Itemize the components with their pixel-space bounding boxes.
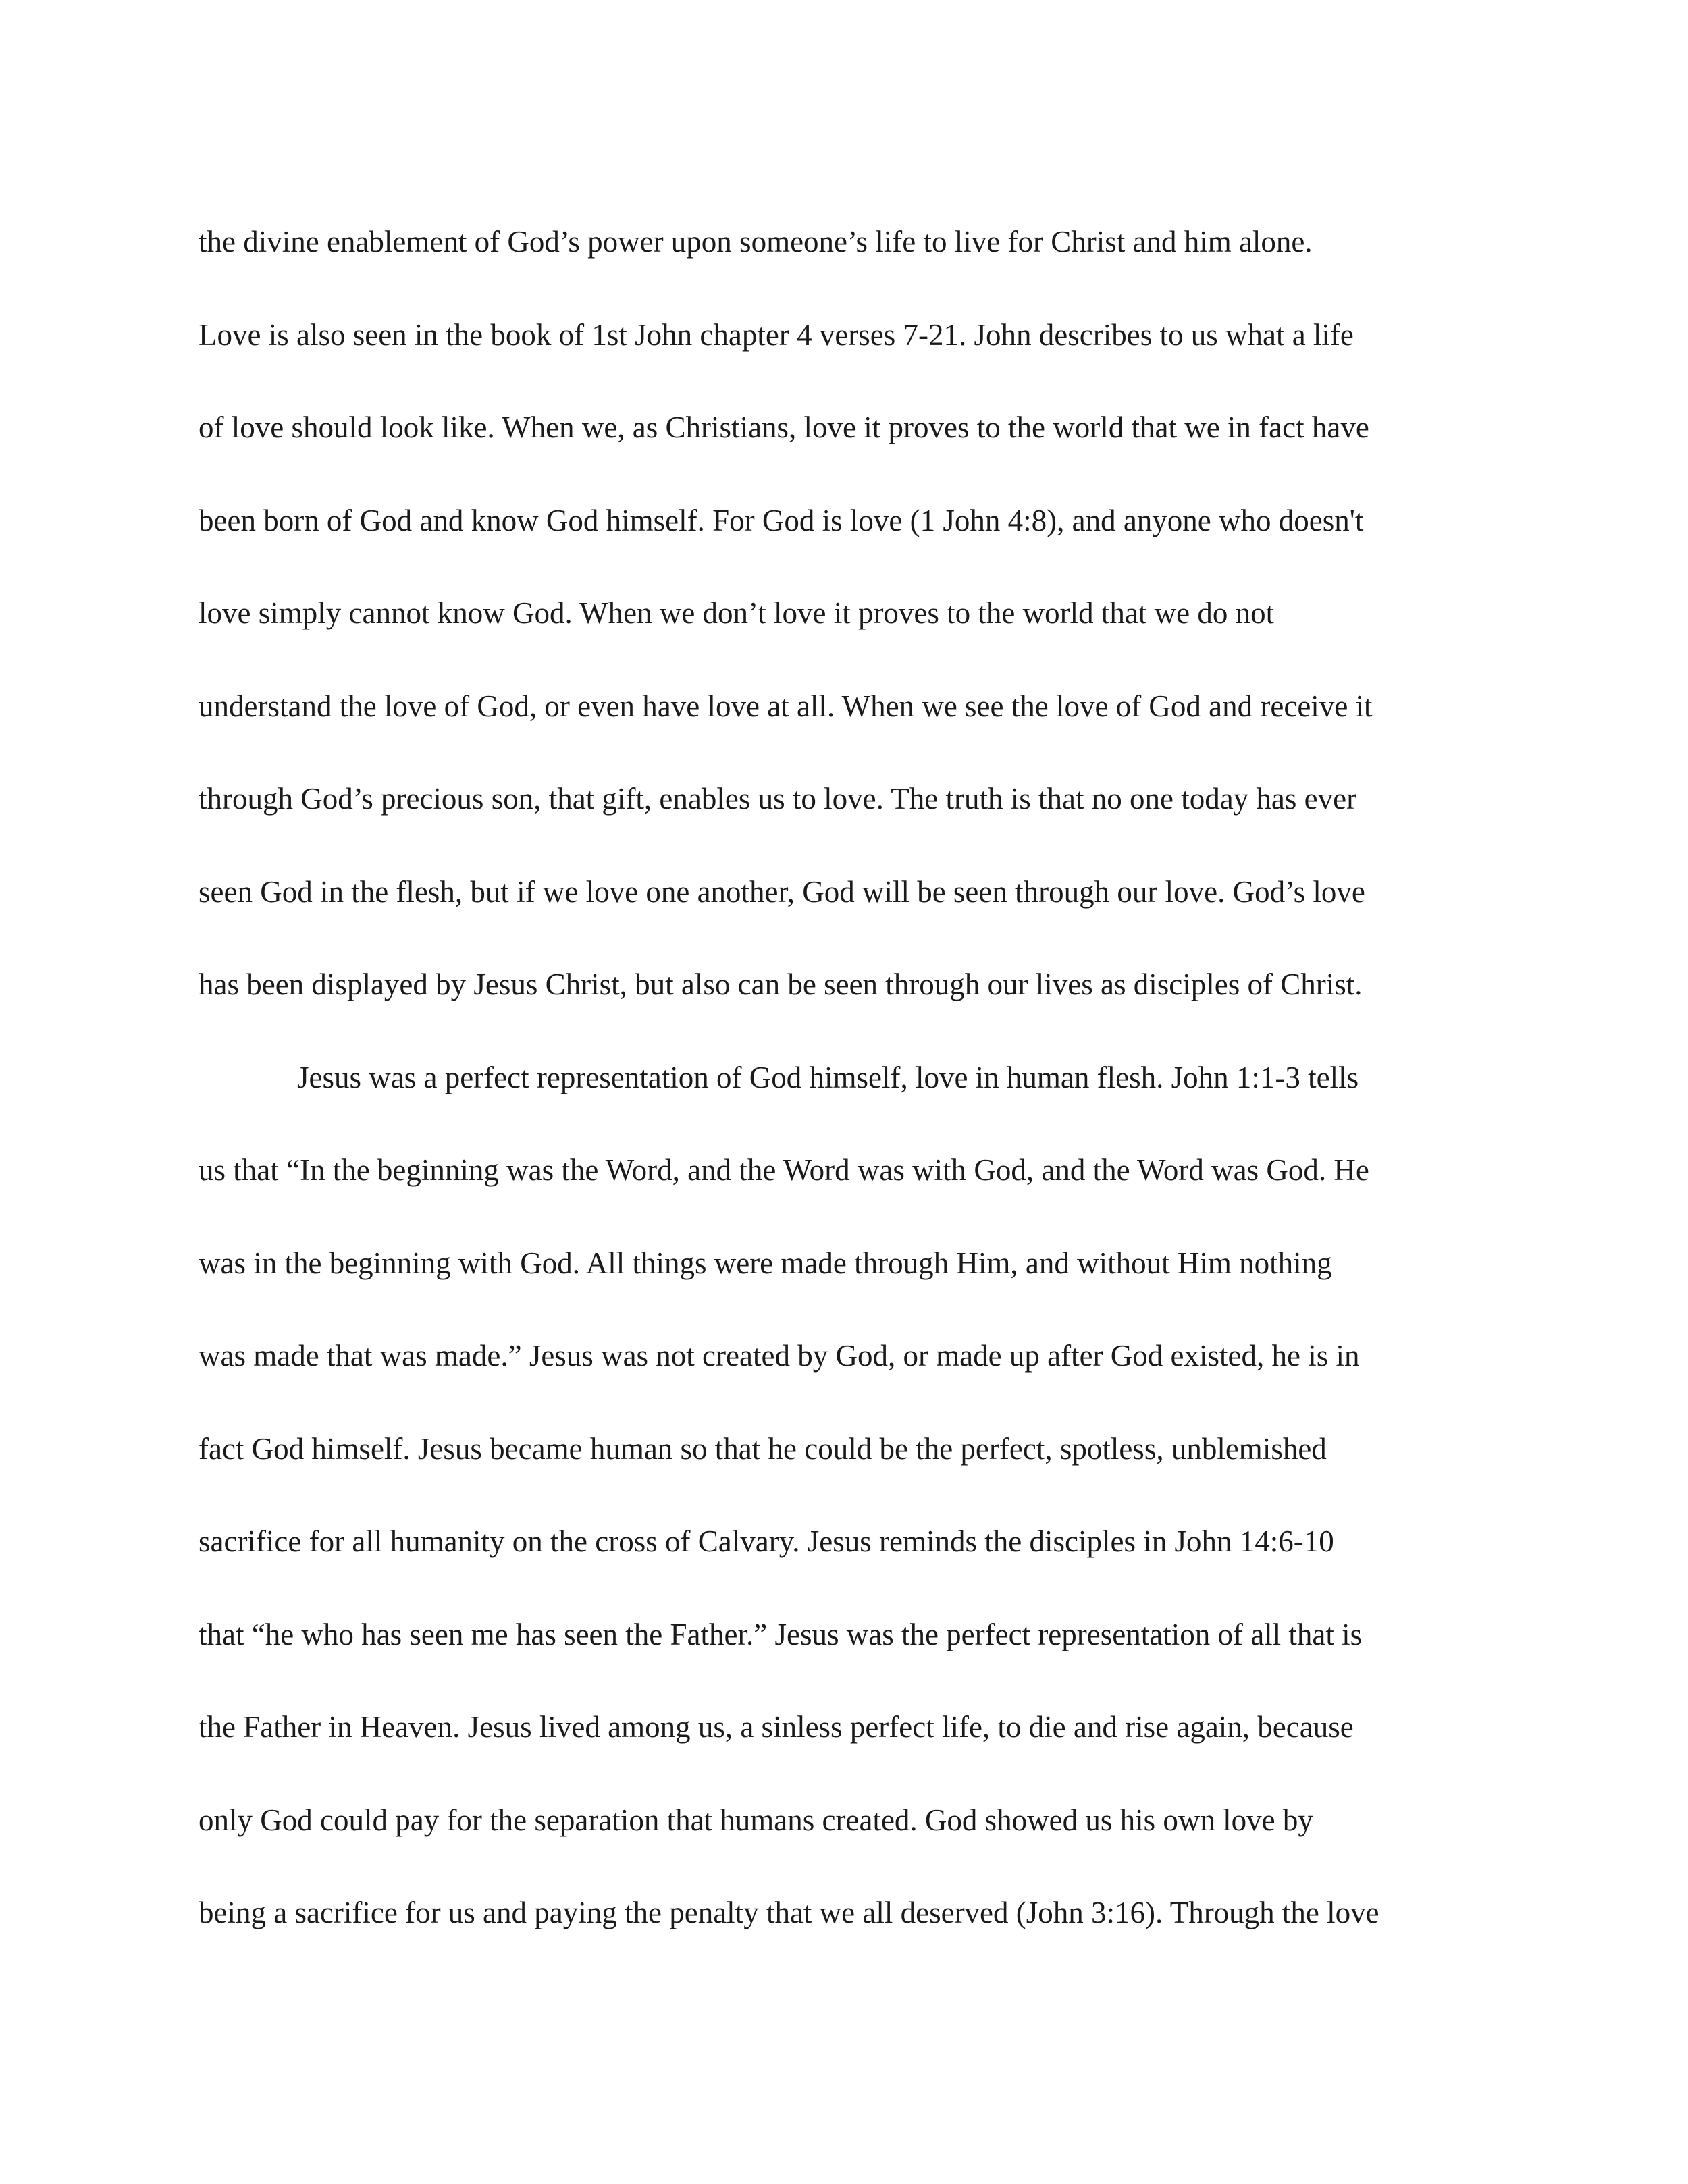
text-line: fact God himself. Jesus became human so that he could be the perfect, spotless, unblemished bbox=[199, 1431, 1327, 1466]
text-line: being a sacrifice for us and paying the penalty that we all deserved (John 3:16). Through the love bbox=[199, 1896, 1379, 1929]
text-line: us that “In the beginning was the Word, and the Word was with God, and the Word was God. He bbox=[199, 1153, 1369, 1187]
text-line: seen God in the flesh, but if we love one another, God will be seen through our love. God’s love bbox=[199, 874, 1365, 909]
text-line: the Father in Heaven. Jesus lived among us, a sinless perfect life, to die and rise again, because bbox=[199, 1710, 1354, 1744]
text-line: that “he who has seen me has seen the Father.” Jesus was the perfect representation of all that is bbox=[199, 1617, 1363, 1651]
text-line: through God’s precious son, that gift, enables us to love. The truth is that no one today has ever bbox=[199, 782, 1357, 816]
text-line: was in the beginning with God. All things were made through Him, and without Him nothing bbox=[199, 1246, 1332, 1280]
text-line: sacrifice for all humanity on the cross of Calvary. Jesus reminds the disciples in John 14:6-10 bbox=[199, 1524, 1334, 1558]
body-text bbox=[199, 196, 1495, 1960]
text-line: has been displayed by Jesus Christ, but also can be seen through our lives as disciples of Christ. bbox=[199, 967, 1363, 1001]
text-line: Love is also seen in the book of 1st John chapter 4 verses 7-21. John describes to us what a life bbox=[199, 317, 1354, 352]
paragraph-first-line: Jesus was a perfect representation of God himself, love in human flesh. John 1:1-3 tells bbox=[297, 1060, 1359, 1094]
text-line: of love should look like. When we, as Christians, love it proves to the world that we in fact have bbox=[199, 410, 1369, 444]
text-line: been born of God and know God himself. For God is love (1 John 4:8), and anyone who doesn't bbox=[199, 503, 1364, 537]
text-line: understand the love of God, or even have love at all. When we see the love of God and receive it bbox=[199, 689, 1373, 723]
text-line: the divine enablement of God’s power upon someone’s life to live for Christ and him alone. bbox=[199, 225, 1313, 259]
text-line: love simply cannot know God. When we don’t love it proves to the world that we do not bbox=[199, 596, 1275, 630]
text-line: was made that was made.” Jesus was not created by God, or made up after God existed, he is in bbox=[199, 1339, 1360, 1373]
text-line: only God could pay for the separation that humans created. God showed us his own love by bbox=[199, 1803, 1313, 1837]
